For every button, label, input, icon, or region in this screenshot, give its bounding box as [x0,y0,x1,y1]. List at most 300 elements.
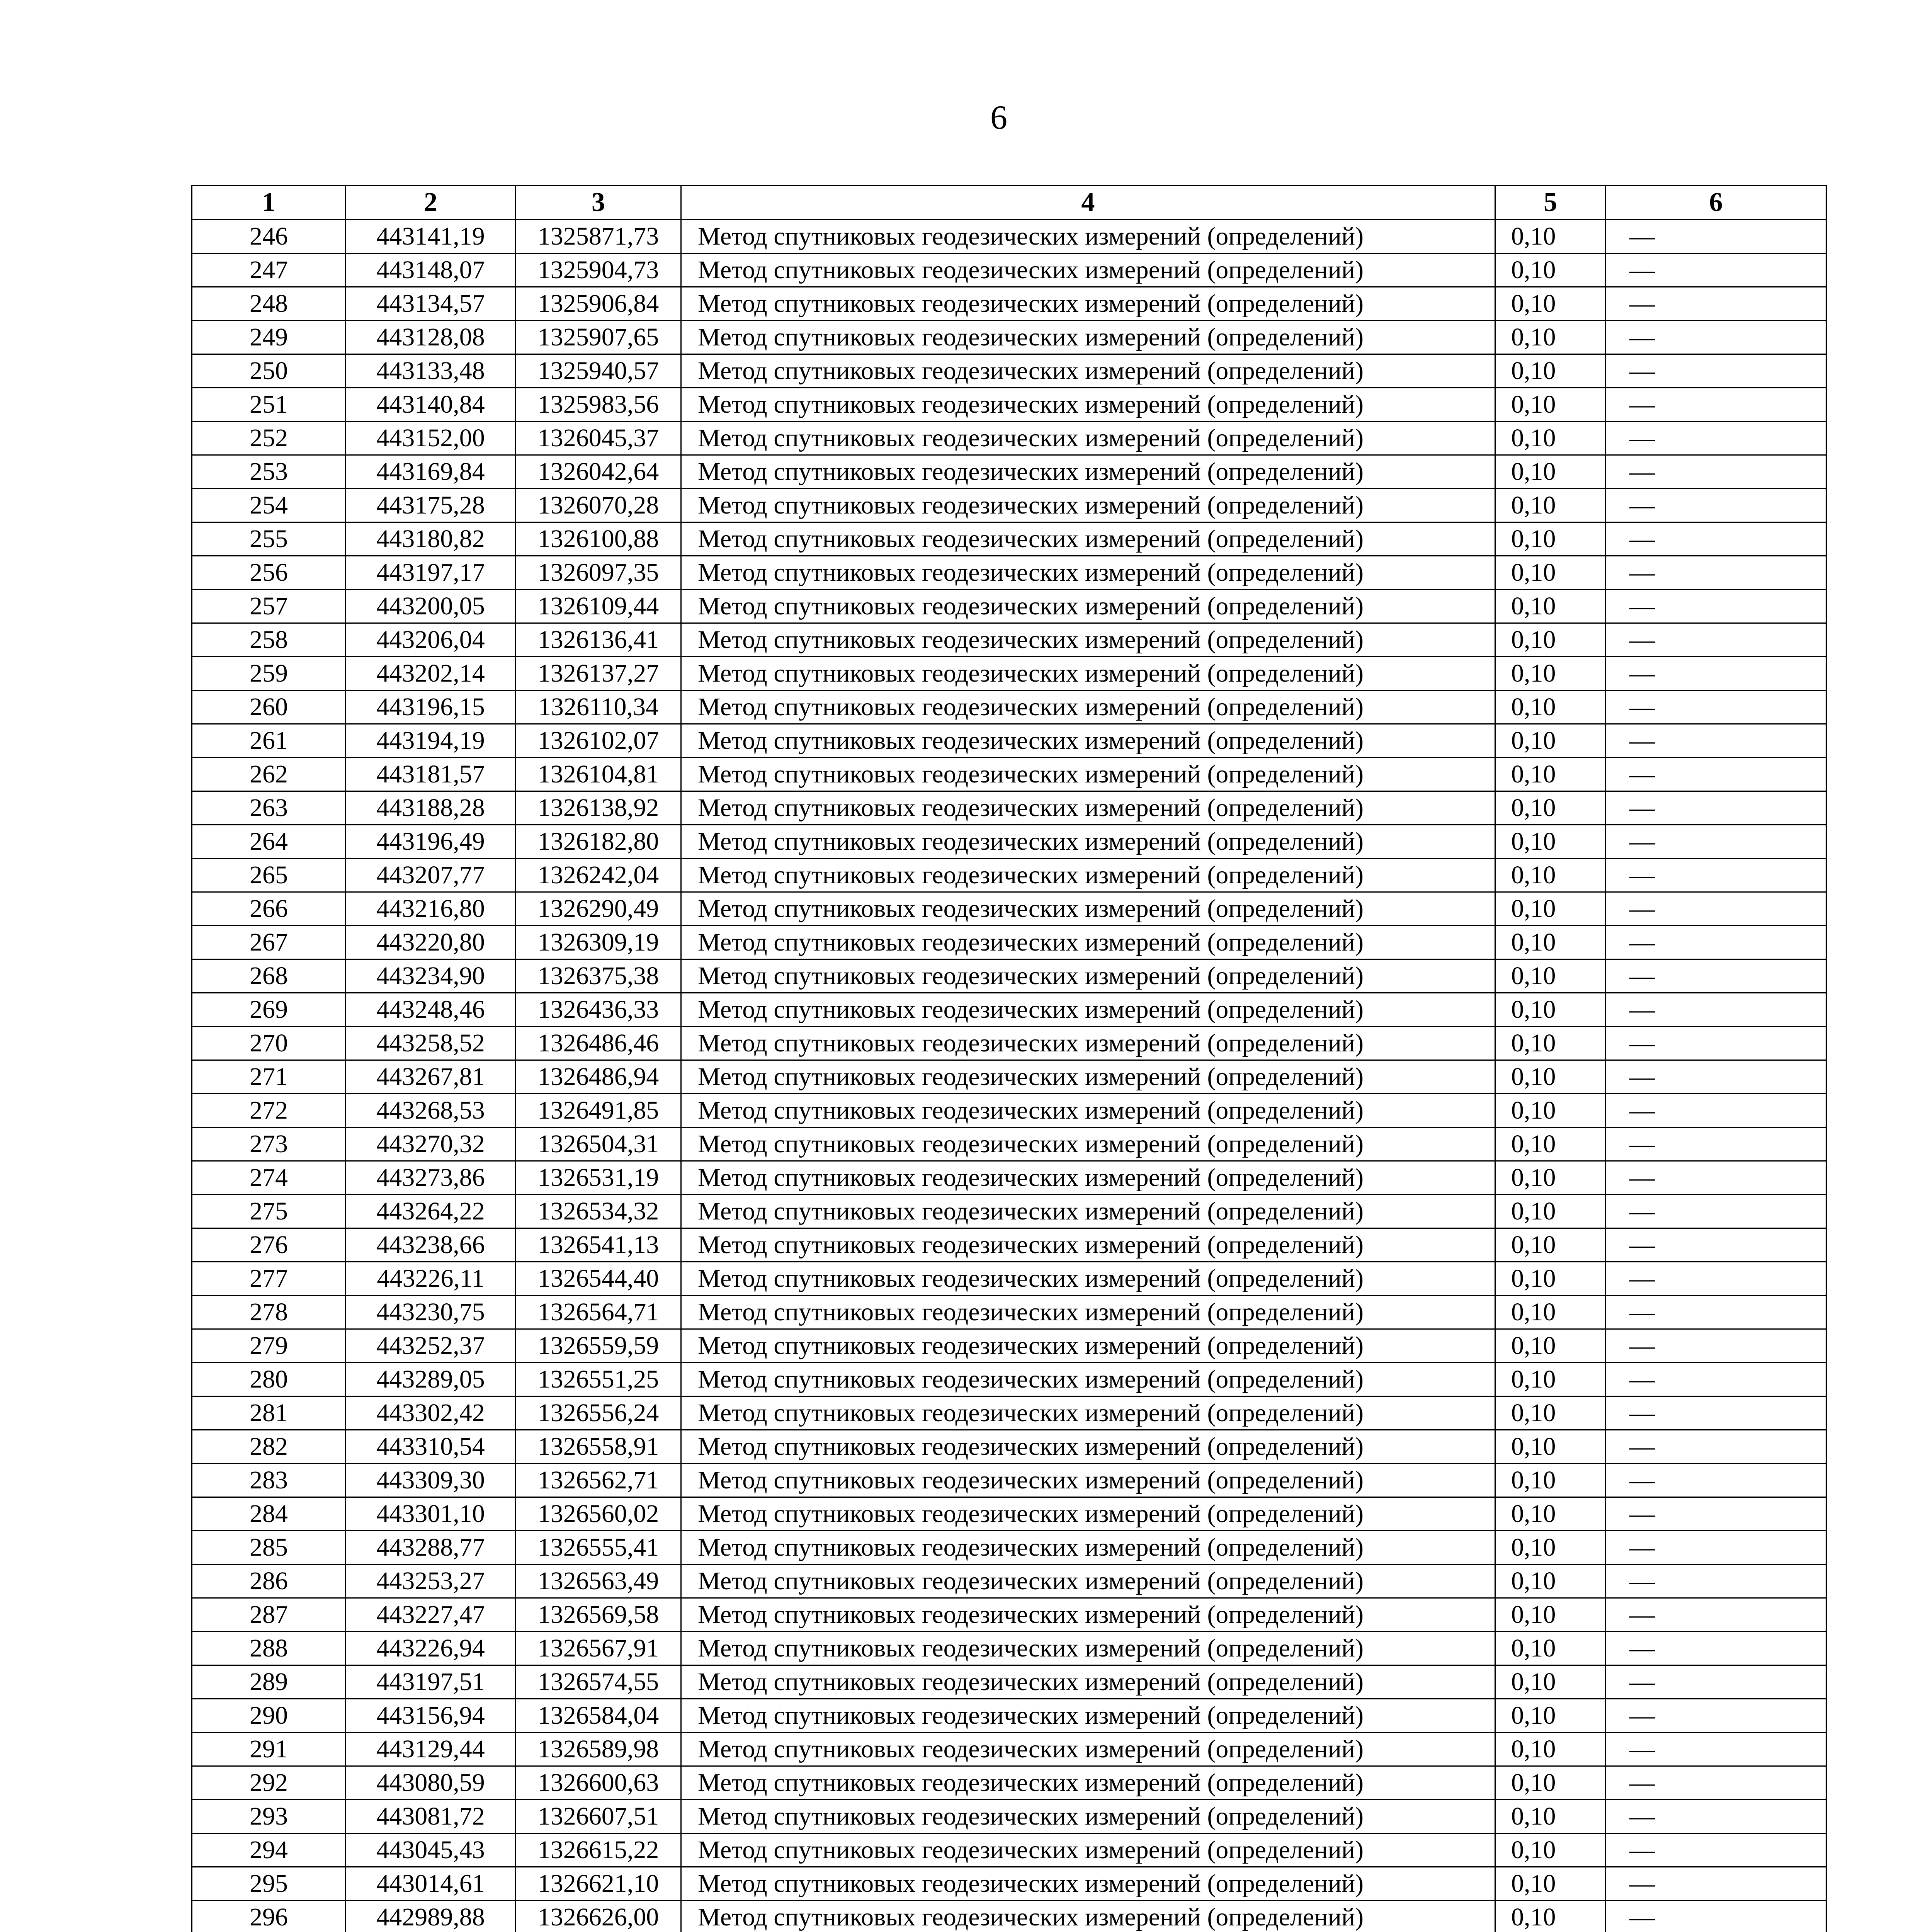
method-cell: Метод спутниковых геодезических измерений (определений) [681,1396,1495,1430]
method-cell: Метод спутниковых геодезических измерений (определений) [681,1901,1495,1932]
description-cell: — [1606,590,1826,623]
x-coordinate-cell: 443238,66 [346,1228,516,1262]
description-cell: — [1606,1228,1826,1262]
header-cell-y-coordinate: 3 [516,185,681,220]
accuracy-cell: 0,10 [1495,1733,1606,1766]
x-coordinate-cell: 443169,84 [346,455,516,489]
description-cell: — [1606,287,1826,321]
x-coordinate-cell: 443202,14 [346,657,516,690]
description-cell: — [1606,1195,1826,1228]
accuracy-cell: 0,10 [1495,1128,1606,1161]
method-cell: Метод спутниковых геодезических измерений (определений) [681,859,1495,892]
accuracy-cell: 0,10 [1495,388,1606,422]
table-row [192,321,1826,354]
accuracy-cell: 0,10 [1495,657,1606,690]
description-cell: — [1606,1161,1826,1195]
point-number-cell: 249 [192,321,346,354]
point-number-cell: 270 [192,1027,346,1060]
description-cell: — [1606,758,1826,791]
description-cell: — [1606,623,1826,657]
description-cell: — [1606,859,1826,892]
table-row [192,220,1826,253]
accuracy-cell: 0,10 [1495,724,1606,758]
point-number-cell: 273 [192,1128,346,1161]
method-cell: Метод спутниковых геодезических измерений (определений) [681,1464,1495,1497]
point-number-cell: 258 [192,623,346,657]
y-coordinate-cell: 1326600,63 [516,1766,681,1800]
point-number-cell: 275 [192,1195,346,1228]
table-row [192,1565,1826,1598]
point-number-cell: 286 [192,1565,346,1598]
table-row [192,791,1826,825]
y-coordinate-cell: 1326531,19 [516,1161,681,1195]
x-coordinate-cell: 443134,57 [346,287,516,321]
table-row [192,1766,1826,1800]
description-cell: — [1606,959,1826,993]
x-coordinate-cell: 443309,30 [346,1464,516,1497]
point-number-cell: 294 [192,1833,346,1867]
y-coordinate-cell: 1326555,41 [516,1531,681,1565]
x-coordinate-cell: 443156,94 [346,1699,516,1733]
y-coordinate-cell: 1326138,92 [516,791,681,825]
accuracy-cell: 0,10 [1495,1094,1606,1128]
y-coordinate-cell: 1326534,32 [516,1195,681,1228]
point-number-cell: 293 [192,1800,346,1833]
accuracy-cell: 0,10 [1495,1060,1606,1094]
table-row [192,1195,1826,1228]
y-coordinate-cell: 1326556,24 [516,1396,681,1430]
x-coordinate-cell: 443230,75 [346,1296,516,1329]
x-coordinate-cell: 443226,11 [346,1262,516,1296]
x-coordinate-cell: 443289,05 [346,1363,516,1396]
point-number-cell: 280 [192,1363,346,1396]
y-coordinate-cell: 1326242,04 [516,859,681,892]
y-coordinate-cell: 1326182,80 [516,825,681,859]
method-cell: Метод спутниковых геодезических измерений (определений) [681,522,1495,556]
x-coordinate-cell: 443200,05 [346,590,516,623]
point-number-cell: 283 [192,1464,346,1497]
point-number-cell: 288 [192,1632,346,1665]
description-cell: — [1606,1430,1826,1464]
y-coordinate-cell: 1326109,44 [516,590,681,623]
description-cell: — [1606,993,1826,1027]
x-coordinate-cell: 443248,46 [346,993,516,1027]
method-cell: Метод спутниковых геодезических измерений (определений) [681,556,1495,590]
accuracy-cell: 0,10 [1495,859,1606,892]
table-row [192,1901,1826,1932]
description-cell: — [1606,1329,1826,1363]
method-cell: Метод спутниковых геодезических измерений (определений) [681,455,1495,489]
description-cell: — [1606,657,1826,690]
point-number-cell: 290 [192,1699,346,1733]
description-cell: — [1606,1094,1826,1128]
x-coordinate-cell: 443273,86 [346,1161,516,1195]
table-row [192,1531,1826,1565]
accuracy-cell: 0,10 [1495,959,1606,993]
y-coordinate-cell: 1326621,10 [516,1867,681,1901]
table-row [192,455,1826,489]
method-cell: Метод спутниковых геодезических измерений (определений) [681,1665,1495,1699]
table-row [192,1060,1826,1094]
x-coordinate-cell: 443226,94 [346,1632,516,1665]
table-row [192,1833,1826,1867]
y-coordinate-cell: 1326100,88 [516,522,681,556]
accuracy-cell: 0,10 [1495,1396,1606,1430]
accuracy-cell: 0,10 [1495,1430,1606,1464]
point-number-cell: 260 [192,690,346,724]
x-coordinate-cell: 443197,51 [346,1665,516,1699]
method-cell: Метод спутниковых геодезических измерений (определений) [681,791,1495,825]
table-row [192,926,1826,959]
y-coordinate-cell: 1326491,85 [516,1094,681,1128]
accuracy-cell: 0,10 [1495,1699,1606,1733]
x-coordinate-cell: 443128,08 [346,321,516,354]
table-row [192,657,1826,690]
y-coordinate-cell: 1326290,49 [516,892,681,926]
accuracy-cell: 0,10 [1495,623,1606,657]
method-cell: Метод спутниковых геодезических измерений (определений) [681,758,1495,791]
method-cell: Метод спутниковых геодезических измерений (определений) [681,1329,1495,1363]
x-coordinate-cell: 443014,61 [346,1867,516,1901]
point-number-cell: 266 [192,892,346,926]
point-number-cell: 274 [192,1161,346,1195]
x-coordinate-cell: 443206,04 [346,623,516,657]
point-number-cell: 295 [192,1867,346,1901]
table-body [192,220,1826,1932]
x-coordinate-cell: 443080,59 [346,1766,516,1800]
method-cell: Метод спутниковых геодезических измерений (определений) [681,1296,1495,1329]
method-cell: Метод спутниковых геодезических измерений (определений) [681,892,1495,926]
description-cell: — [1606,1598,1826,1632]
x-coordinate-cell: 443268,53 [346,1094,516,1128]
table-row [192,1296,1826,1329]
point-number-cell: 282 [192,1430,346,1464]
accuracy-cell: 0,10 [1495,590,1606,623]
accuracy-cell: 0,10 [1495,690,1606,724]
method-cell: Метод спутниковых геодезических измерений (определений) [681,1699,1495,1733]
accuracy-cell: 0,10 [1495,556,1606,590]
description-cell: — [1606,1699,1826,1733]
description-cell: — [1606,522,1826,556]
y-coordinate-cell: 1325906,84 [516,287,681,321]
point-number-cell: 259 [192,657,346,690]
point-number-cell: 250 [192,354,346,388]
x-coordinate-cell: 443252,37 [346,1329,516,1363]
method-cell: Метод спутниковых геодезических измерений (определений) [681,1800,1495,1833]
accuracy-cell: 0,10 [1495,1800,1606,1833]
point-number-cell: 251 [192,388,346,422]
description-cell: — [1606,489,1826,522]
y-coordinate-cell: 1326544,40 [516,1262,681,1296]
method-cell: Метод спутниковых геодезических измерений (определений) [681,1161,1495,1195]
accuracy-cell: 0,10 [1495,1161,1606,1195]
method-cell: Метод спутниковых геодезических измерений (определений) [681,321,1495,354]
table-row [192,253,1826,287]
method-cell: Метод спутниковых геодезических измерений (определений) [681,1027,1495,1060]
y-coordinate-cell: 1326309,19 [516,926,681,959]
table-row [192,1128,1826,1161]
x-coordinate-cell: 443133,48 [346,354,516,388]
table-row [192,959,1826,993]
table-row [192,1329,1826,1363]
table-row [192,422,1826,455]
table-row [192,1161,1826,1195]
table-row [192,1699,1826,1733]
y-coordinate-cell: 1326436,33 [516,993,681,1027]
method-cell: Метод спутниковых геодезических измерений (определений) [681,354,1495,388]
method-cell: Метод спутниковых геодезических измерений (определений) [681,1094,1495,1128]
method-cell: Метод спутниковых геодезических измерений (определений) [681,1060,1495,1094]
description-cell: — [1606,1901,1826,1932]
accuracy-cell: 0,10 [1495,354,1606,388]
y-coordinate-cell: 1326070,28 [516,489,681,522]
description-cell: — [1606,556,1826,590]
table-row [192,522,1826,556]
method-cell: Метод спутниковых геодезических измерений (определений) [681,590,1495,623]
y-coordinate-cell: 1326375,38 [516,959,681,993]
x-coordinate-cell: 443270,32 [346,1128,516,1161]
description-cell: — [1606,926,1826,959]
header-cell-x-coordinate: 2 [346,185,516,220]
point-number-cell: 284 [192,1497,346,1531]
description-cell: — [1606,220,1826,253]
table-row [192,1094,1826,1128]
y-coordinate-cell: 1326559,59 [516,1329,681,1363]
x-coordinate-cell: 443140,84 [346,388,516,422]
method-cell: Метод спутниковых геодезических измерений (определений) [681,1228,1495,1262]
method-cell: Метод спутниковых геодезических измерений (определений) [681,1867,1495,1901]
point-number-cell: 265 [192,859,346,892]
accuracy-cell: 0,10 [1495,455,1606,489]
method-cell: Метод спутниковых геодезических измерений (определений) [681,287,1495,321]
method-cell: Метод спутниковых геодезических измерений (определений) [681,1195,1495,1228]
method-cell: Метод спутниковых геодезических измерений (определений) [681,657,1495,690]
x-coordinate-cell: 443207,77 [346,859,516,892]
description-cell: — [1606,1800,1826,1833]
point-number-cell: 292 [192,1766,346,1800]
accuracy-cell: 0,10 [1495,1565,1606,1598]
accuracy-cell: 0,10 [1495,522,1606,556]
description-cell: — [1606,455,1826,489]
point-number-cell: 269 [192,993,346,1027]
point-number-cell: 263 [192,791,346,825]
accuracy-cell: 0,10 [1495,1296,1606,1329]
x-coordinate-cell: 443310,54 [346,1430,516,1464]
y-coordinate-cell: 1326615,22 [516,1833,681,1867]
accuracy-cell: 0,10 [1495,253,1606,287]
method-cell: Метод спутниковых геодезических измерений (определений) [681,253,1495,287]
accuracy-cell: 0,10 [1495,287,1606,321]
method-cell: Метод спутниковых геодезических измерений (определений) [681,1766,1495,1800]
y-coordinate-cell: 1325940,57 [516,354,681,388]
y-coordinate-cell: 1326486,46 [516,1027,681,1060]
description-cell: — [1606,1766,1826,1800]
header-cell-method: 4 [681,185,1495,220]
description-cell: — [1606,1497,1826,1531]
method-cell: Метод спутниковых геодезических измерений (определений) [681,220,1495,253]
y-coordinate-cell: 1325907,65 [516,321,681,354]
accuracy-cell: 0,10 [1495,993,1606,1027]
y-coordinate-cell: 1325904,73 [516,253,681,287]
y-coordinate-cell: 1326136,41 [516,623,681,657]
x-coordinate-cell: 443141,19 [346,220,516,253]
y-coordinate-cell: 1326563,49 [516,1565,681,1598]
point-number-cell: 257 [192,590,346,623]
accuracy-cell: 0,10 [1495,1766,1606,1800]
y-coordinate-cell: 1326097,35 [516,556,681,590]
description-cell: — [1606,1867,1826,1901]
point-number-cell: 255 [192,522,346,556]
method-cell: Метод спутниковых геодезических измерений (определений) [681,1262,1495,1296]
description-cell: — [1606,1531,1826,1565]
y-coordinate-cell: 1326560,02 [516,1497,681,1531]
table-row [192,859,1826,892]
method-cell: Метод спутниковых геодезических измерений (определений) [681,1128,1495,1161]
point-number-cell: 247 [192,253,346,287]
point-number-cell: 279 [192,1329,346,1363]
method-cell: Метод спутниковых геодезических измерений (определений) [681,1363,1495,1396]
y-coordinate-cell: 1326564,71 [516,1296,681,1329]
method-cell: Метод спутниковых геодезических измерений (определений) [681,1531,1495,1565]
method-cell: Метод спутниковых геодезических измерений (определений) [681,1497,1495,1531]
point-number-cell: 264 [192,825,346,859]
table-row [192,590,1826,623]
x-coordinate-cell: 443253,27 [346,1565,516,1598]
description-cell: — [1606,825,1826,859]
accuracy-cell: 0,10 [1495,1228,1606,1262]
method-cell: Метод спутниковых геодезических измерений (определений) [681,1430,1495,1464]
description-cell: — [1606,1833,1826,1867]
accuracy-cell: 0,10 [1495,1598,1606,1632]
table-row [192,489,1826,522]
accuracy-cell: 0,10 [1495,1665,1606,1699]
table-row [192,287,1826,321]
x-coordinate-cell: 442989,88 [346,1901,516,1932]
table-row [192,1733,1826,1766]
point-number-cell: 285 [192,1531,346,1565]
description-cell: — [1606,690,1826,724]
x-coordinate-cell: 443129,44 [346,1733,516,1766]
table-row [192,892,1826,926]
method-cell: Метод спутниковых геодезических измерений (определений) [681,959,1495,993]
x-coordinate-cell: 443196,49 [346,825,516,859]
method-cell: Метод спутниковых геодезических измерений (определений) [681,825,1495,859]
table-row [192,623,1826,657]
y-coordinate-cell: 1326541,13 [516,1228,681,1262]
y-coordinate-cell: 1326607,51 [516,1800,681,1833]
table-row [192,354,1826,388]
accuracy-cell: 0,10 [1495,1867,1606,1901]
point-number-cell: 254 [192,489,346,522]
y-coordinate-cell: 1326504,31 [516,1128,681,1161]
x-coordinate-cell: 443045,43 [346,1833,516,1867]
table-row [192,1396,1826,1430]
accuracy-cell: 0,10 [1495,1901,1606,1932]
accuracy-cell: 0,10 [1495,489,1606,522]
point-number-cell: 268 [192,959,346,993]
y-coordinate-cell: 1326562,71 [516,1464,681,1497]
x-coordinate-cell: 443301,10 [346,1497,516,1531]
point-number-cell: 267 [192,926,346,959]
description-cell: — [1606,892,1826,926]
y-coordinate-cell: 1325871,73 [516,220,681,253]
accuracy-cell: 0,10 [1495,1329,1606,1363]
accuracy-cell: 0,10 [1495,1632,1606,1665]
description-cell: — [1606,724,1826,758]
description-cell: — [1606,1396,1826,1430]
y-coordinate-cell: 1325983,56 [516,388,681,422]
x-coordinate-cell: 443267,81 [346,1060,516,1094]
table-row [192,1665,1826,1699]
point-number-cell: 272 [192,1094,346,1128]
header-cell-point-number: 1 [192,185,346,220]
table-row [192,1800,1826,1833]
y-coordinate-cell: 1326574,55 [516,1665,681,1699]
accuracy-cell: 0,10 [1495,321,1606,354]
table-row [192,1497,1826,1531]
point-number-cell: 252 [192,422,346,455]
table-row [192,758,1826,791]
description-cell: — [1606,354,1826,388]
x-coordinate-cell: 443175,28 [346,489,516,522]
method-cell: Метод спутниковых геодезических измерений (определений) [681,388,1495,422]
description-cell: — [1606,1296,1826,1329]
coordinates-table [191,185,1827,1932]
x-coordinate-cell: 443152,00 [346,422,516,455]
x-coordinate-cell: 443188,28 [346,791,516,825]
point-number-cell: 248 [192,287,346,321]
accuracy-cell: 0,10 [1495,1464,1606,1497]
method-cell: Метод спутниковых геодезических измерений (определений) [681,1733,1495,1766]
y-coordinate-cell: 1326110,34 [516,690,681,724]
point-number-cell: 287 [192,1598,346,1632]
point-number-cell: 277 [192,1262,346,1296]
accuracy-cell: 0,10 [1495,1833,1606,1867]
x-coordinate-cell: 443181,57 [346,758,516,791]
table-row [192,993,1826,1027]
y-coordinate-cell: 1326626,00 [516,1901,681,1932]
table-row [192,1430,1826,1464]
description-cell: — [1606,1632,1826,1665]
y-coordinate-cell: 1326584,04 [516,1699,681,1733]
accuracy-cell: 0,10 [1495,758,1606,791]
description-cell: — [1606,1565,1826,1598]
table-row [192,1027,1826,1060]
table-row [192,690,1826,724]
point-number-cell: 281 [192,1396,346,1430]
accuracy-cell: 0,10 [1495,1262,1606,1296]
table-row [192,724,1826,758]
point-number-cell: 253 [192,455,346,489]
x-coordinate-cell: 443302,42 [346,1396,516,1430]
table-row [192,1464,1826,1497]
y-coordinate-cell: 1326104,81 [516,758,681,791]
description-cell: — [1606,1128,1826,1161]
description-cell: — [1606,253,1826,287]
accuracy-cell: 0,10 [1495,1531,1606,1565]
accuracy-cell: 0,10 [1495,1027,1606,1060]
method-cell: Метод спутниковых геодезических измерений (определений) [681,1833,1495,1867]
y-coordinate-cell: 1326567,91 [516,1632,681,1665]
point-number-cell: 261 [192,724,346,758]
y-coordinate-cell: 1326042,64 [516,455,681,489]
x-coordinate-cell: 443081,72 [346,1800,516,1833]
y-coordinate-cell: 1326589,98 [516,1733,681,1766]
y-coordinate-cell: 1326558,91 [516,1430,681,1464]
table-row [192,825,1826,859]
method-cell: Метод спутниковых геодезических измерений (определений) [681,724,1495,758]
table-row [192,1632,1826,1665]
